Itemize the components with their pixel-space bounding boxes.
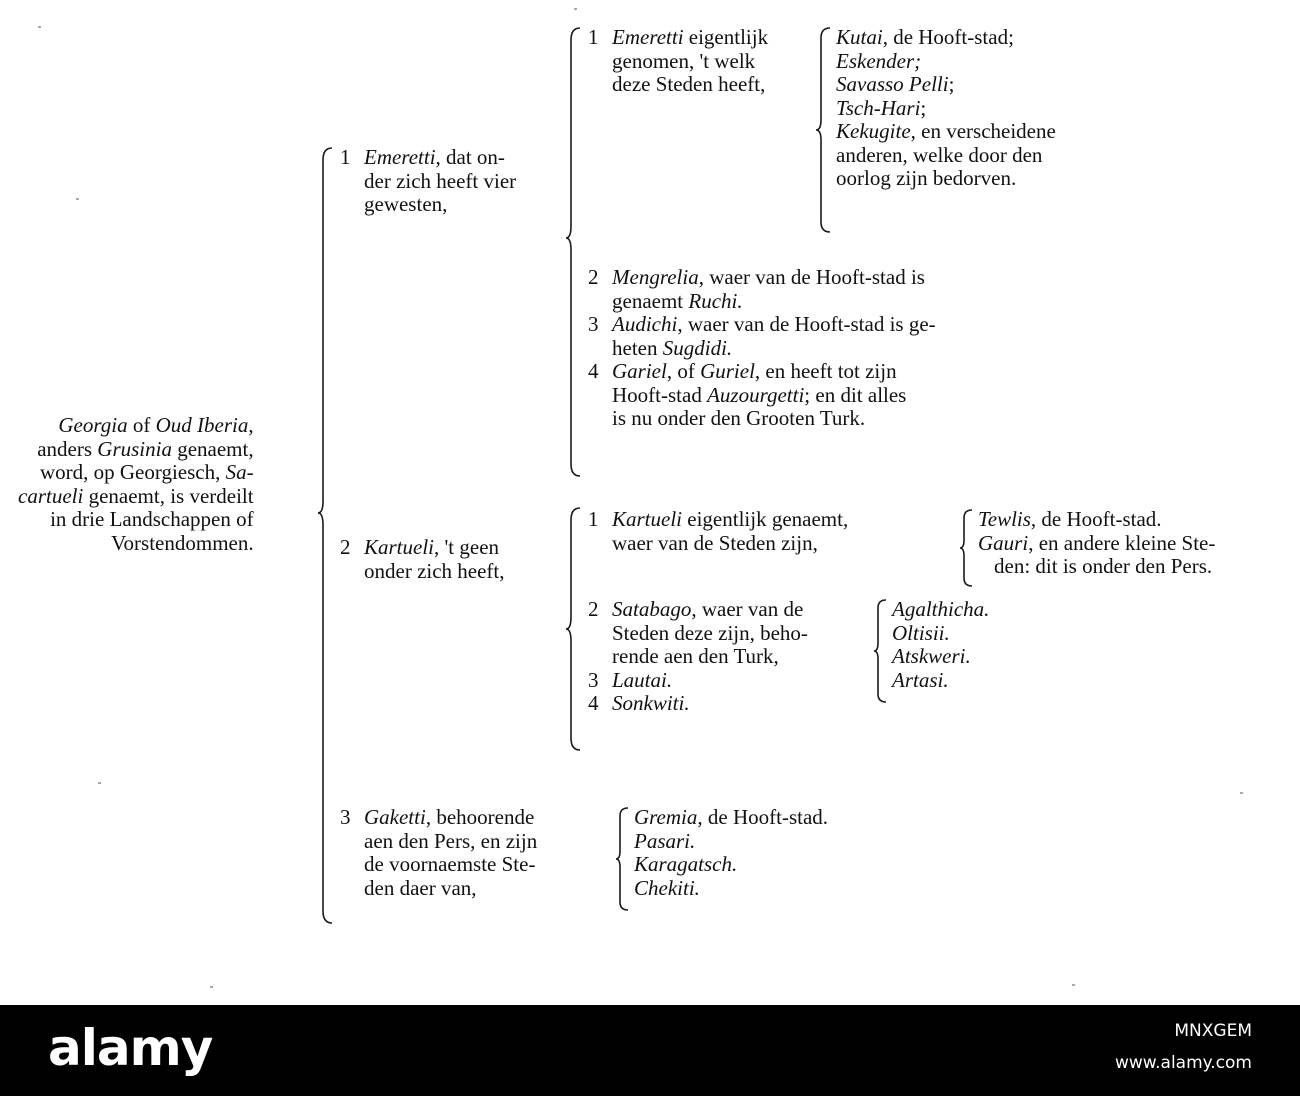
- text-run: rende aen den Turk,: [612, 644, 779, 668]
- text-run: word, op Georgiesch,: [39, 460, 226, 484]
- text-run: anderen, welke door den: [836, 142, 1043, 167]
- satabago-cities-brace: [874, 600, 888, 702]
- text-line: [340, 170, 516, 194]
- text-run: , waer van de: [691, 597, 804, 621]
- province-number: 3: [340, 805, 351, 829]
- text-line: [588, 384, 936, 408]
- text-run: , de Hooft-stad;: [882, 25, 1014, 49]
- text-run: genaemt, is verdeilt: [83, 483, 254, 508]
- text-line: [588, 622, 808, 646]
- text-run: onder zich heeft,: [364, 558, 505, 583]
- italic-term: Kartueli: [612, 507, 683, 531]
- text-run: genomen, 't welk: [612, 48, 756, 73]
- sub-number: 3: [588, 312, 599, 336]
- site-url[interactable]: www.alamy.com: [1114, 1053, 1252, 1073]
- text-line: [18, 532, 254, 556]
- kartueli-cities-brace: [960, 510, 974, 586]
- emeretti-cities-brace: [816, 28, 832, 232]
- sub-number: 1: [588, 507, 599, 531]
- italic-term: Gauri: [978, 530, 1029, 555]
- province-number: 1: [340, 145, 351, 169]
- italic-term: Pasari.: [634, 828, 696, 853]
- italic-term: Satabago: [612, 597, 692, 621]
- italic-term: Gariel: [612, 359, 667, 383]
- text-run: ; en dit alles: [804, 382, 907, 407]
- text-run: heten: [612, 335, 663, 360]
- city-item: [892, 645, 989, 669]
- text-run: , behoorende: [425, 805, 535, 829]
- city-item: [836, 120, 1056, 144]
- scan-speck: [574, 8, 577, 10]
- city-item: [836, 73, 1056, 97]
- italic-term: Kutai: [836, 25, 883, 49]
- text-run: eigentlijk: [683, 25, 769, 49]
- scan-speck: [1240, 792, 1243, 794]
- italic-term: Kartueli: [364, 535, 435, 559]
- italic-term: Emeretti: [612, 25, 684, 49]
- city-item: [634, 853, 828, 877]
- province-emeretti: [340, 146, 516, 217]
- text-run: genaemt: [612, 288, 689, 313]
- province-gaketti: [340, 806, 537, 900]
- satabago-cities: [892, 598, 989, 692]
- text-run: , waer van de Hooft-stad is: [698, 265, 925, 289]
- text-line: [18, 438, 254, 462]
- text-line: [612, 312, 936, 336]
- text-run: , waer van de Hooft-stad is ge-: [677, 312, 936, 336]
- text-run: , of: [666, 359, 701, 383]
- text-line: [588, 290, 936, 314]
- italic-term: Georgia: [58, 413, 128, 437]
- main-brace: [318, 148, 334, 923]
- text-run: Steden deze zijn, beho-: [612, 620, 808, 645]
- text-run: ;: [920, 95, 927, 120]
- text-line: [18, 508, 254, 532]
- text-line: [18, 461, 254, 485]
- text-line: [612, 25, 768, 49]
- text-line: [612, 668, 672, 692]
- text-run: eigentlijk genaemt,: [682, 507, 849, 531]
- kartueli-cities: [978, 508, 1215, 579]
- italic-term: Chekiti.: [634, 875, 700, 900]
- italic-term: Guriel: [700, 359, 755, 383]
- text-line: [588, 50, 768, 74]
- italic-term: Eskender;: [836, 48, 922, 73]
- text-line: [588, 73, 768, 97]
- kartueli-brace: [566, 508, 582, 750]
- city-item: [836, 50, 1056, 74]
- sub-number: 4: [588, 691, 599, 715]
- text-line: [340, 877, 537, 901]
- sub-number: 2: [588, 265, 599, 289]
- text-run: de voornaemste Ste-: [364, 852, 536, 876]
- italic-term: Ruchi.: [688, 288, 743, 313]
- italic-term: Grusinia: [97, 436, 172, 461]
- city-item: [892, 622, 989, 646]
- italic-term: Gremia: [634, 805, 698, 829]
- italic-term: Oud Iberia: [155, 413, 249, 437]
- text-run: , en andere kleine Ste-: [1028, 530, 1216, 555]
- text-line: [340, 560, 505, 584]
- italic-term: Sugdidi.: [662, 335, 733, 360]
- gaketti-cities-brace: [616, 808, 630, 910]
- city-item: [634, 830, 828, 854]
- text-run: oorlog zijn bedorven.: [836, 166, 1017, 190]
- sub-number: 3: [588, 667, 599, 692]
- text-run: deze Steden heeft,: [612, 72, 766, 96]
- italic-term: Sonkwiti.: [612, 691, 690, 715]
- italic-term: Tsch-Hari: [836, 95, 921, 120]
- city-item: [892, 669, 989, 693]
- root-georgia-description: [18, 414, 254, 555]
- scan-speck: [76, 198, 79, 200]
- kartueli-regions-2-4: [588, 598, 808, 716]
- city-item: [836, 97, 1056, 121]
- text-run: , de Hooft-stad.: [1030, 507, 1162, 531]
- text-line: [364, 535, 499, 559]
- emeretti-regions-2-4: [588, 266, 936, 431]
- scan-speck: [38, 26, 41, 28]
- sub-number: 1: [588, 25, 599, 49]
- city-item: [836, 167, 1056, 191]
- text-run: anders: [37, 436, 98, 461]
- city-item: [836, 144, 1056, 168]
- sub-number: 4: [588, 359, 599, 383]
- text-run: der zich heeft vier: [364, 168, 517, 193]
- text-run: , dat on-: [435, 145, 505, 169]
- text-run: , 't geen: [434, 535, 500, 559]
- text-run: is nu onder den Grooten Turk.: [612, 406, 866, 430]
- text-line: [588, 645, 808, 669]
- watermark-footer: [0, 1005, 1300, 1096]
- text-line: [588, 532, 848, 556]
- province-number: 2: [340, 535, 351, 559]
- text-line: [612, 597, 803, 621]
- italic-term: Agalthicha.: [892, 597, 990, 621]
- text-line: [588, 407, 936, 431]
- text-run: den: dit is onder den Pers.: [994, 554, 1213, 578]
- city-item: [978, 508, 1215, 532]
- text-line: [364, 145, 505, 169]
- text-line: [588, 337, 936, 361]
- italic-term: Kekugite: [836, 119, 911, 143]
- text-run: in drie Landschappen of: [50, 507, 254, 531]
- emeretti-cities: [836, 26, 1056, 191]
- text-run: waer van de Steden zijn,: [612, 530, 818, 555]
- city-item: [978, 555, 1215, 579]
- text-line: [612, 507, 848, 531]
- text-run: of: [127, 413, 156, 437]
- emeretti-brace: [566, 28, 582, 476]
- text-run: gewesten,: [364, 192, 448, 216]
- italic-term: Lautai.: [612, 667, 673, 692]
- text-run: , de Hooft-stad.: [697, 805, 829, 829]
- text-line: [340, 193, 516, 217]
- text-run: Vorstendommen.: [111, 530, 254, 555]
- scan-speck: [1072, 984, 1075, 986]
- image-id: MNXGEM: [1174, 1021, 1252, 1041]
- italic-term: Oltisii.: [892, 620, 950, 645]
- province-kartueli: [340, 536, 505, 583]
- text-run: Hooft-stad: [612, 382, 708, 407]
- text-run: , en verscheidene: [910, 119, 1056, 143]
- text-line: [18, 414, 254, 438]
- italic-term: Auzourgetti: [707, 382, 805, 407]
- city-item: [978, 532, 1215, 556]
- italic-term: Mengrelia: [612, 265, 699, 289]
- text-run: ,: [248, 413, 254, 437]
- italic-term: Audichi: [612, 312, 678, 336]
- scan-speck: [210, 986, 213, 988]
- text-run: , en heeft tot zijn: [754, 359, 897, 383]
- italic-term: Karagatsch.: [634, 852, 738, 876]
- italic-term: Emeretti: [364, 145, 436, 169]
- italic-term: Gaketti: [364, 805, 426, 829]
- text-line: [364, 805, 534, 829]
- text-line: [340, 853, 537, 877]
- text-line: [612, 691, 690, 715]
- text-line: [612, 359, 897, 383]
- city-item: [634, 806, 828, 830]
- emeretti-proper: [588, 26, 768, 97]
- italic-term: Savasso Pelli: [836, 72, 949, 96]
- sub-number: 2: [588, 597, 599, 621]
- text-run: ;: [948, 72, 955, 96]
- italic-term: Sa-: [225, 460, 254, 484]
- italic-term: Artasi.: [892, 667, 949, 692]
- alamy-logo[interactable]: alamy: [48, 1019, 213, 1077]
- text-line: [612, 265, 925, 289]
- text-line: [18, 485, 254, 509]
- text-line: [340, 830, 537, 854]
- city-item: [892, 598, 989, 622]
- text-run: den daer van,: [364, 875, 477, 900]
- gaketti-cities: [634, 806, 828, 900]
- kartueli-proper: [588, 508, 848, 555]
- text-run: aen den Pers, en zijn: [364, 828, 538, 853]
- city-item: [634, 877, 828, 901]
- city-item: [836, 26, 1056, 50]
- italic-term: cartueli: [18, 483, 84, 508]
- text-run: genaemt,: [171, 436, 254, 461]
- italic-term: Atskweri.: [892, 644, 971, 668]
- scan-speck: [98, 782, 101, 784]
- italic-term: Tewlis: [978, 507, 1031, 531]
